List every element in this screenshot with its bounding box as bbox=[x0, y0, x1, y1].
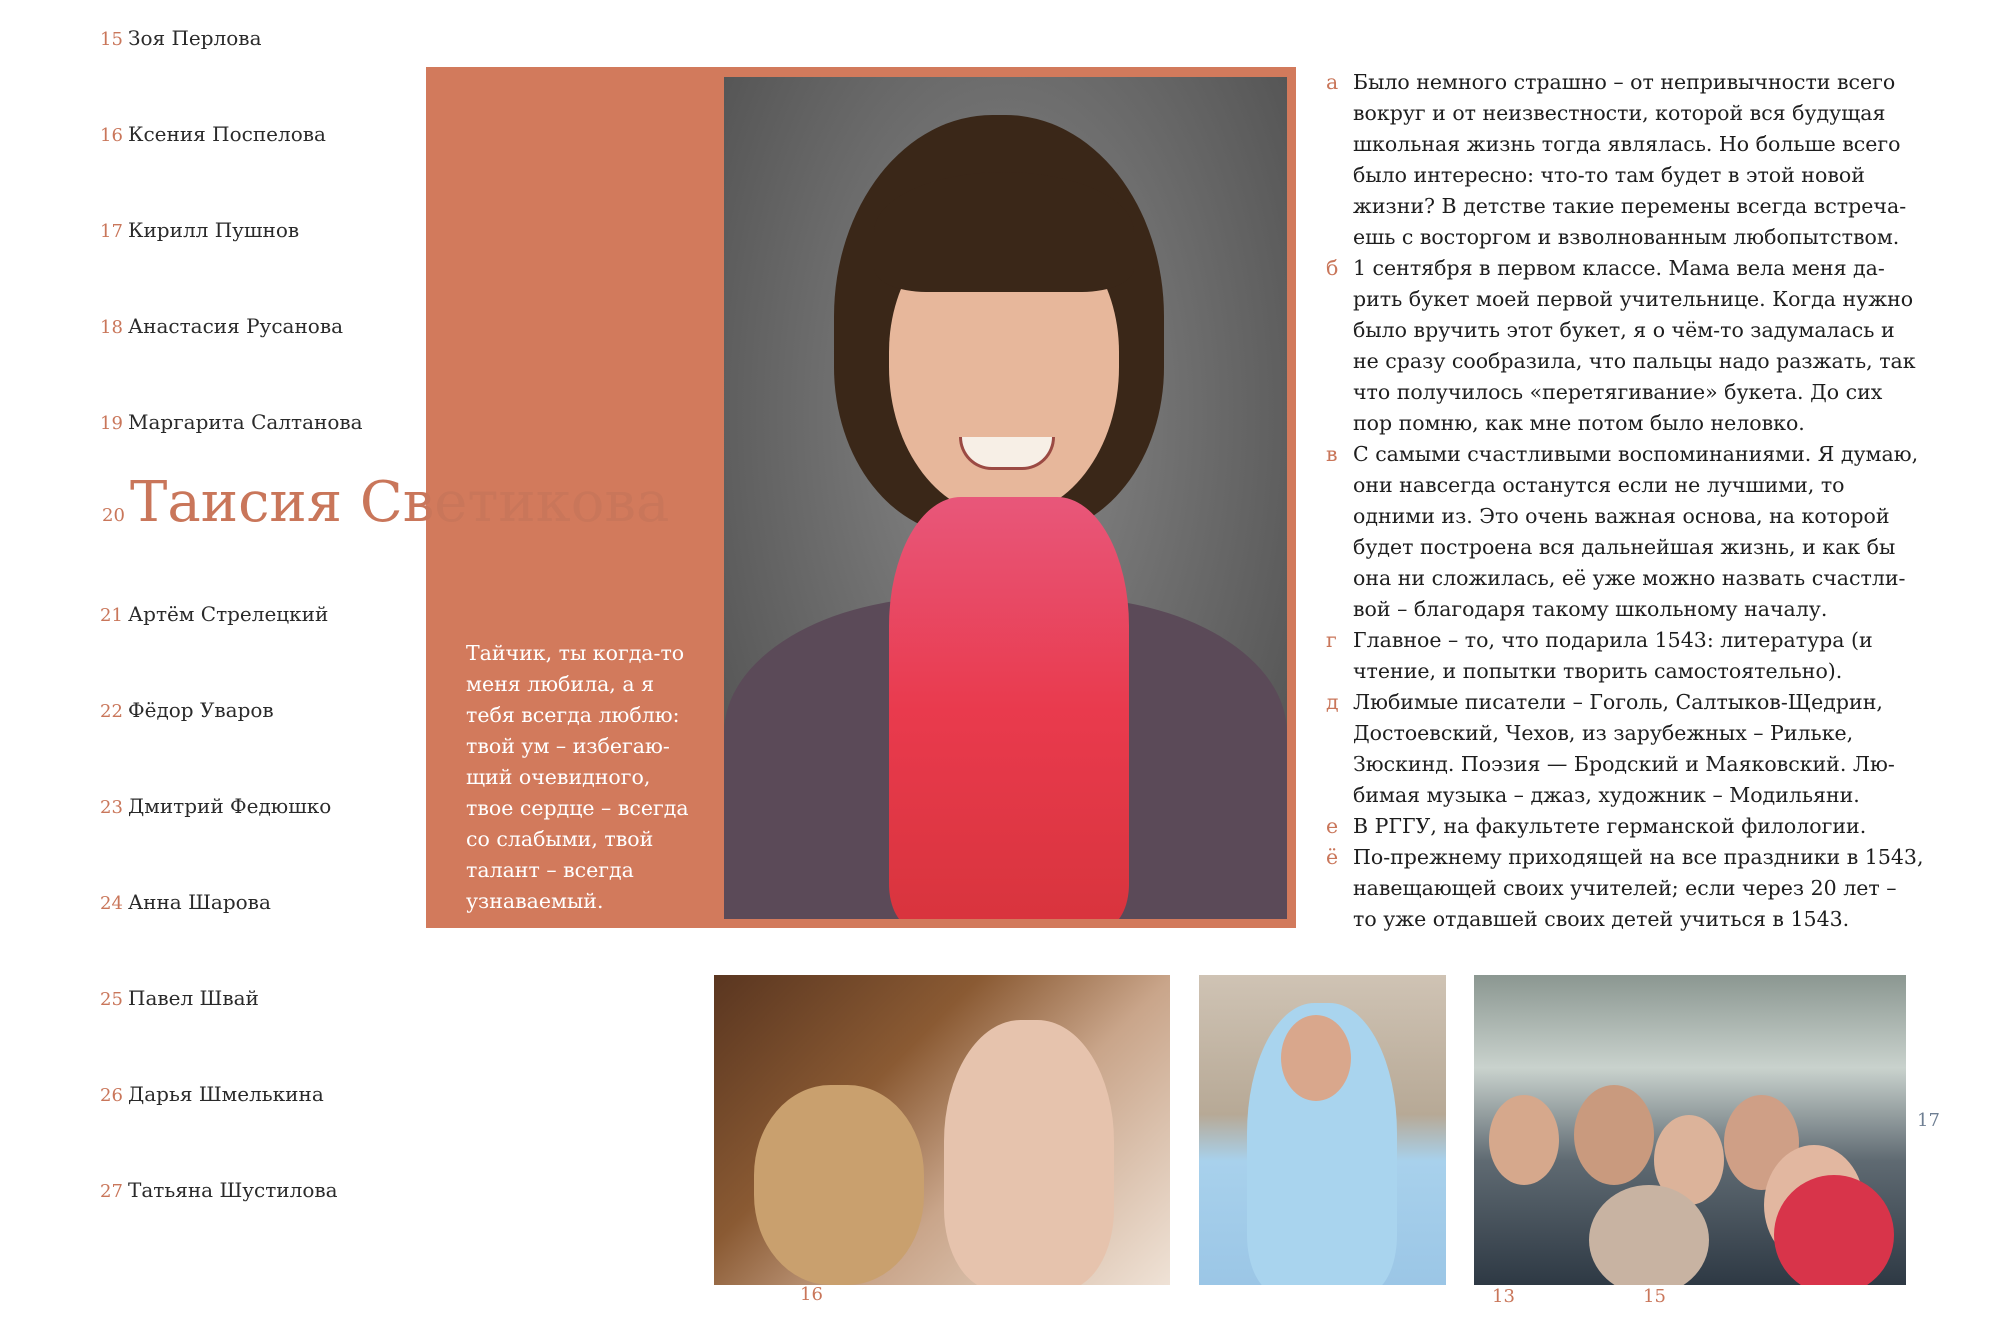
answer-item bbox=[1326, 439, 1926, 625]
answer-text: С самыми счастливыми воспоминаниями. Я думаю, они навсегда останутся если не лучшими, то одними из. Это очень важная основа, на которой будет построена вся дальнейшая жизнь, и как бы она ни сложилась, её уже можно назвать счастливой – благодаря такому школьному началу. bbox=[1353, 442, 1919, 621]
name-item-26 bbox=[100, 1082, 324, 1106]
name-item-23 bbox=[100, 794, 331, 818]
name-item-19 bbox=[100, 410, 363, 434]
photo-person-shape bbox=[754, 1085, 924, 1285]
name-number: 24 bbox=[100, 893, 123, 914]
answer-letter: д bbox=[1326, 690, 1339, 714]
dedication-quote: Тайчик, ты когда-то меня любила, а я тебя всегда люблю: твой ум – избегающий очевидного, твое сердце – всегда со слабыми, твой талант – всегда узнаваемый. bbox=[466, 641, 689, 913]
photo-head-shape bbox=[1281, 1015, 1351, 1101]
answer-text: Любимые писатели – Гоголь, Салтыков-Щедрин, Достоевский, Чехов, из зарубежных – Рильке, Зюскинд. Поэзия — Бродский и Маяковский. Любимая музыка – джаз, художник – Модильяни. bbox=[1353, 690, 1895, 807]
name-item-25 bbox=[100, 986, 259, 1010]
name-text: Павел Швай bbox=[128, 986, 259, 1010]
name-text: Зоя Перлова bbox=[128, 26, 262, 50]
name-item-21 bbox=[100, 602, 328, 626]
name-item-24 bbox=[100, 890, 271, 914]
name-text: Татьяна Шустилова bbox=[128, 1178, 338, 1202]
name-number: 27 bbox=[100, 1181, 123, 1202]
photo-two-girls bbox=[714, 975, 1170, 1285]
name-text: Маргарита Салтанова bbox=[128, 410, 363, 434]
name-number: 15 bbox=[100, 29, 123, 50]
answer-text: 1 сентября в первом классе. Мама вела меня дарить букет моей первой учительнице. Когда нужно было вручить этот букет, я о чём-то задумалась и не сразу сообразила, что пальцы надо разжать, так что получилось «перетягивание» букета. До сих пор помню, как мне потом было неловко. bbox=[1353, 256, 1916, 435]
answer-item bbox=[1326, 842, 1926, 935]
name-item-22 bbox=[100, 698, 274, 722]
name-text: Анна Шарова bbox=[128, 890, 271, 914]
name-number: 21 bbox=[100, 605, 123, 626]
photo-person-shape bbox=[944, 1020, 1114, 1285]
answer-text: Главное – то, что подарила 1543: литература (и чтение, и попытки творить самостоятельно). bbox=[1353, 628, 1873, 683]
page-number: 17 bbox=[1917, 1110, 1940, 1131]
featured-name bbox=[102, 470, 669, 535]
answer-item bbox=[1326, 687, 1926, 811]
photo-head-shape bbox=[1489, 1095, 1559, 1185]
photo-label: 16 bbox=[800, 1284, 823, 1305]
name-item-27 bbox=[100, 1178, 338, 1202]
answer-item bbox=[1326, 253, 1926, 439]
name-text: Дарья Шмелькина bbox=[128, 1082, 324, 1106]
photo-label: 15 bbox=[1643, 1286, 1666, 1307]
photo-body-shape bbox=[1589, 1185, 1709, 1285]
photo-label: 13 bbox=[1492, 1286, 1515, 1307]
name-number: 22 bbox=[100, 701, 123, 722]
answer-item bbox=[1326, 811, 1926, 842]
featured-name-text: Таисия Светикова bbox=[130, 470, 670, 535]
answer-item bbox=[1326, 67, 1926, 253]
name-number: 25 bbox=[100, 989, 123, 1010]
answer-letter: ё bbox=[1326, 845, 1339, 869]
name-text: Ксения Поспелова bbox=[128, 122, 326, 146]
answer-letter: в bbox=[1326, 442, 1338, 466]
name-number: 23 bbox=[100, 797, 123, 818]
answer-item bbox=[1326, 625, 1926, 687]
featured-name-number: 20 bbox=[102, 505, 125, 526]
name-number: 19 bbox=[100, 413, 123, 434]
answer-letter: а bbox=[1326, 70, 1339, 94]
portrait-scarf-shape bbox=[889, 497, 1129, 919]
name-text: Кирилл Пушнов bbox=[128, 218, 300, 242]
answer-text: Было немного страшно – от непривычности всего вокруг и от неизвестности, которой вся будущая школьная жизнь тогда являлась. Но больше всего было интересно: что-то там будет в этой новой жизни? В детстве такие перемены всегда встречаешь с восторгом и взволнованным любопытством. bbox=[1353, 70, 1907, 249]
photo-body-shape bbox=[1774, 1175, 1894, 1285]
name-item-18 bbox=[100, 314, 343, 338]
photo-head-shape bbox=[1574, 1085, 1654, 1185]
answer-letter: е bbox=[1326, 814, 1339, 838]
answer-letter: г bbox=[1326, 628, 1337, 652]
photo-costume-performance bbox=[1199, 975, 1446, 1285]
name-number: 17 bbox=[100, 221, 123, 242]
name-item-16 bbox=[100, 122, 326, 146]
portrait-bangs-shape bbox=[874, 172, 1134, 292]
answer-text: По-прежнему приходящей на все праздники в 1543, навещающей своих учителей; если через 20 лет – то уже отдавшей своих детей учиться в 1543. bbox=[1353, 845, 1924, 931]
answers-column bbox=[1326, 67, 1926, 935]
name-text: Артём Стрелецкий bbox=[128, 602, 329, 626]
photo-train-group bbox=[1474, 975, 1906, 1285]
answer-letter: б bbox=[1326, 256, 1339, 280]
name-number: 16 bbox=[100, 125, 123, 146]
name-item-15 bbox=[100, 26, 262, 50]
name-number: 18 bbox=[100, 317, 123, 338]
name-text: Фёдор Уваров bbox=[128, 698, 274, 722]
name-item-17 bbox=[100, 218, 299, 242]
answer-text: В РГГУ, на факультете германской филологии. bbox=[1353, 814, 1867, 838]
name-number: 26 bbox=[100, 1085, 123, 1106]
portrait-photo bbox=[724, 77, 1287, 919]
name-text: Дмитрий Федюшко bbox=[128, 794, 332, 818]
name-text: Анастасия Русанова bbox=[128, 314, 343, 338]
